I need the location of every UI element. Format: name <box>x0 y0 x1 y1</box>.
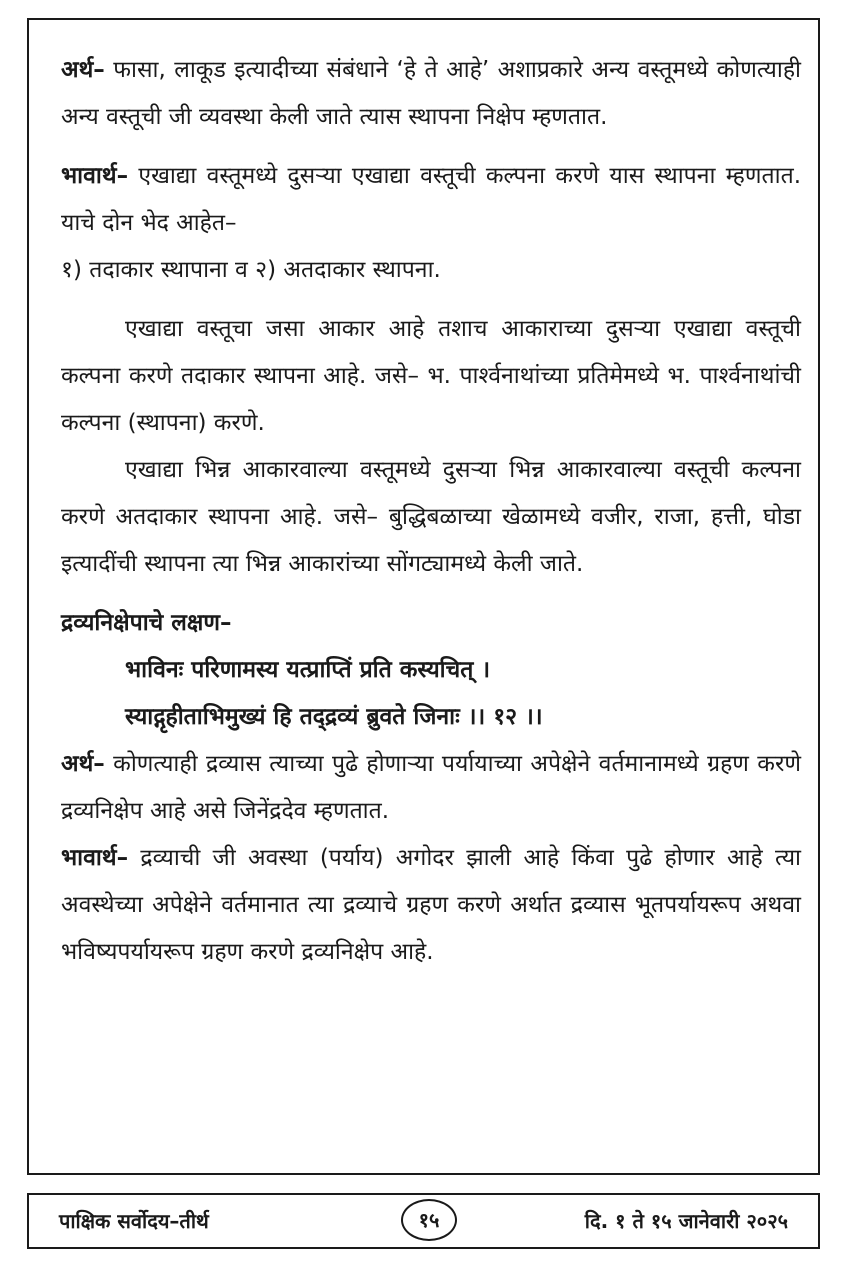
page-body <box>61 47 801 988</box>
publication-name: पाक्षिक सर्वोदय–तीर्थ <box>59 1209 209 1233</box>
explanation-list: १) तदाकार स्थापाना व २) अतदाकार स्थापना. <box>61 257 441 283</box>
paragraph-explanation-2 <box>61 835 801 976</box>
meaning-text: फासा, लाकूड इत्यादीच्या संबंधाने ‘हे ते आहे’ अशाप्रकारे अन्य वस्तूमध्ये कोणत्याही अन्य वस्तूची जी व्यवस्था केली जाते त्यास स्थापना निक्षेप म्हणतात. <box>61 57 802 130</box>
explanation-label: भावार्थ– <box>61 845 129 871</box>
meaning-label: अर्थ– <box>61 751 105 777</box>
explanation-label: भावार्थ– <box>61 163 129 189</box>
paragraph-meaning-2 <box>61 741 801 835</box>
paragraph-atadakar: एखाद्या भिन्न आकारवाल्या वस्तूमध्ये दुसऱ्या भिन्न आकारवाल्या वस्तूची कल्पना करणे अतदाकार स्थापना आहे. जसे– बुद्धिबळाच्या खेळामध्ये वजीर, राजा, हत्ती, घोडा इत्यादींची स्थापना त्या भिन्न आकारांच्या सोंगट्यामध्ये केली जाते. <box>61 457 801 577</box>
section-heading: द्रव्यनिक्षेपाचे लक्षण– <box>61 610 232 636</box>
paragraph-explanation-1 <box>61 153 801 247</box>
explanation-text: द्रव्याची जी अवस्था (पर्याय) अगोदर झाली आहे किंवा पुढे होणार आहे त्या अवस्थेच्या अपेक्षेने वर्तमानात त्या द्रव्याचे ग्रहण करणे अर्थात द्रव्यास भूतपर्यायरूप अथवा भविष्यपर्यायरूप ग्रहण करणे द्रव्यनिक्षेप आहे. <box>61 845 801 965</box>
paragraph-meaning-1 <box>61 47 801 141</box>
page-number: १५ <box>401 1199 457 1241</box>
explanation-text: एखाद्या वस्तूमध्ये दुसऱ्या एखाद्या वस्तूची कल्पना करणे यास स्थापना म्हणतात. याचे दोन भेद आहेत– <box>61 163 802 236</box>
meaning-text: कोणत्याही द्रव्यास त्याच्या पुढे होणाऱ्या पर्यायाच्या अपेक्षेने वर्तमानामध्ये ग्रहण करणे द्रव्यनिक्षेप आहे असे जिनेंद्रदेव म्हणतात. <box>61 751 802 824</box>
page-content-frame <box>27 18 820 1175</box>
meaning-label: अर्थ– <box>61 57 105 83</box>
verse-line-1: भाविनः परिणामस्य यत्प्राप्तिं प्रति कस्यचित् । <box>125 657 491 683</box>
issue-date: दि. १ ते १५ जानेवारी २०२५ <box>584 1209 788 1233</box>
verse-line-2: स्याद्गृहीताभिमुख्यं हि तद्द्रव्यं ब्रुवते जिनाः ।। १२ ।। <box>125 704 543 730</box>
paragraph-tadakar: एखाद्या वस्तूचा जसा आकार आहे तशाच आकाराच्या दुसऱ्या एखाद्या वस्तूची कल्पना करणे तदाकार स्थापना आहे. जसे– भ. पार्श्वनाथांच्या प्रतिमेमध्ये भ. पार्श्वनाथांची कल्पना (स्थापना) करणे. <box>61 316 801 436</box>
page-footer <box>27 1193 820 1249</box>
